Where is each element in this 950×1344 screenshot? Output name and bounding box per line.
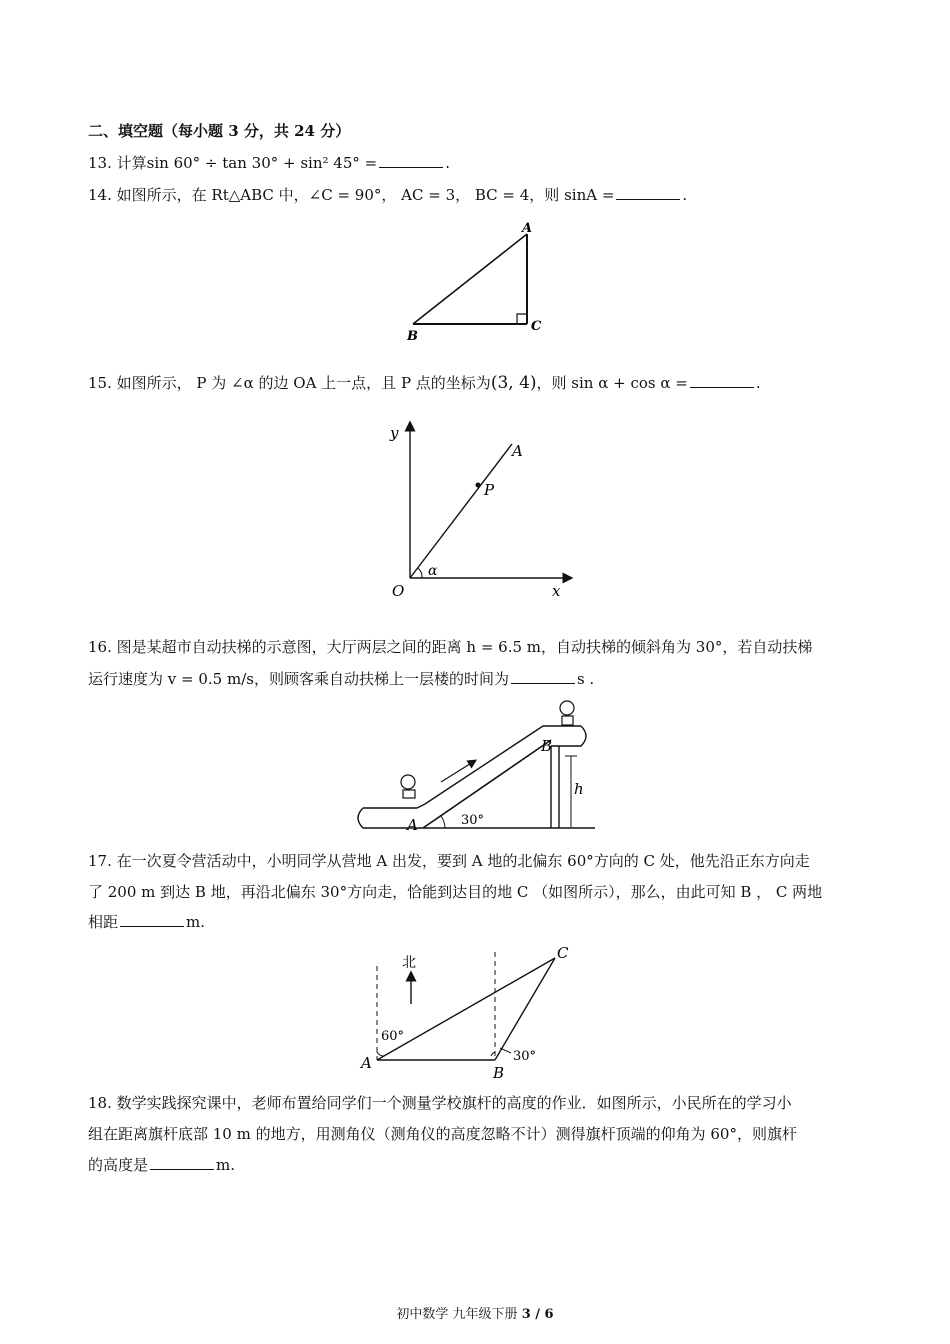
ray-oa bbox=[410, 444, 512, 578]
question-13: 13. 计算sin 60° ÷ tan 30° + sin² 45° = . bbox=[88, 154, 451, 172]
q16-answer-blank[interactable] bbox=[511, 669, 575, 684]
question-16-line-1 bbox=[88, 636, 812, 658]
question-17-line-1 bbox=[88, 850, 810, 872]
q15-number: 15. bbox=[88, 374, 112, 392]
angle-arc bbox=[441, 816, 445, 828]
q18-text-1: 数学实践探究课中，老师布置给同学们一个测量学校旗杆的高度的作业．如图所示，小民所在的学习小 bbox=[116, 1094, 792, 1112]
figure-15-coordinate-angle bbox=[380, 418, 580, 603]
q13-prefix: 计算 bbox=[116, 154, 147, 172]
question-15: 15. 如图所示， P 为 ∠α 的边 OA 上一点，且 P 点的坐标为(3, 4)，则 sin α + cos α = . bbox=[88, 373, 761, 393]
q13-expression: sin 60° ÷ tan 30° + sin² 45° = bbox=[146, 154, 378, 172]
label-a: A bbox=[512, 442, 523, 460]
q17-unit: m. bbox=[186, 913, 206, 931]
q17-text-3: 相距 bbox=[88, 913, 119, 931]
question-18-line-1 bbox=[88, 1092, 792, 1114]
label-x: x bbox=[552, 582, 561, 600]
q15-text-a: 如图所示， P 为 ∠α 的边 OA 上一点，且 P 点的坐标为 bbox=[116, 374, 491, 392]
figure-16-escalator bbox=[345, 700, 605, 835]
page-footer bbox=[0, 1303, 950, 1322]
q15-coordinate: (3, 4) bbox=[490, 373, 537, 393]
q18-text-2: 组在距离旗杆底部 10 m 的地方，用测角仪（测角仪的高度忽略不计）测得旗杆顶端的仰角为 60°，则旗杆 bbox=[88, 1125, 797, 1143]
segment-ac bbox=[377, 958, 555, 1060]
figure-14-triangle bbox=[395, 218, 555, 348]
q16-text-1: 图是某超市自动扶梯的示意图，大厅两层之间的距离 h = 6.5 m，自动扶梯的倾斜角为 30°，若自动扶梯 bbox=[116, 638, 813, 656]
lower-platform bbox=[358, 808, 435, 828]
question-14: 14. 如图所示，在 Rt△ABC 中，∠C = 90°， AC = 3， BC = 4，则 sinA = . bbox=[88, 186, 688, 204]
section-title: 二、填空题（每小题 3 分，共 24 分） bbox=[88, 122, 351, 140]
label-angle: 30° bbox=[461, 813, 485, 828]
q15-text-b: ，则 sin α + cos α = bbox=[536, 374, 688, 392]
person-lower bbox=[401, 775, 415, 789]
question-18-line-2 bbox=[88, 1123, 797, 1145]
question-17-line-2 bbox=[88, 881, 822, 903]
side-ab bbox=[413, 234, 527, 324]
q17-text-1: 在一次夏令营活动中，小明同学从营地 A 出发，要到 A 地的北偏东 60°方向的 C 处，他先沿正东方向走 bbox=[116, 852, 810, 870]
q17-number: 17. bbox=[88, 852, 112, 870]
segment-bc bbox=[495, 958, 555, 1060]
angle-arc bbox=[418, 568, 422, 578]
q18-number: 18. bbox=[88, 1094, 112, 1112]
q17-text-2: 了 200 m 到达 B 地，再沿北偏东 30°方向走，恰能到达目的地 C （如图所示），那么，由此可知 B ， C 两地 bbox=[88, 883, 823, 901]
person-upper bbox=[560, 701, 574, 715]
q13-answer-blank[interactable] bbox=[379, 153, 443, 168]
direction-arrow bbox=[441, 762, 473, 782]
q14-text: 如图所示，在 Rt△ABC 中，∠C = 90°， AC = 3， BC = 4，则 sinA = bbox=[116, 186, 615, 204]
q14-answer-blank[interactable] bbox=[616, 185, 680, 200]
label-b: B bbox=[407, 329, 418, 344]
label-c: C bbox=[557, 944, 569, 962]
q13-number: 13. bbox=[88, 154, 112, 172]
label-a: A bbox=[361, 1054, 372, 1072]
label-c: C bbox=[531, 319, 542, 334]
label-alpha: α bbox=[428, 563, 438, 579]
point-p bbox=[476, 483, 481, 488]
escalator-handrail bbox=[425, 726, 543, 804]
q17-answer-blank[interactable] bbox=[120, 912, 184, 927]
label-north: 北 bbox=[402, 955, 416, 971]
label-a: A bbox=[522, 221, 533, 236]
figure-17-navigation bbox=[355, 940, 585, 1085]
q16-unit: s . bbox=[576, 670, 595, 688]
label-a: A bbox=[407, 816, 418, 834]
upper-platform bbox=[551, 726, 586, 746]
escalator-slope bbox=[423, 740, 551, 828]
label-angle-30: 30° bbox=[513, 1049, 537, 1064]
q16-text-2: 运行速度为 v = 0.5 m/s，则顾客乘自动扶梯上一层楼的时间为 bbox=[88, 670, 509, 688]
label-b: B bbox=[493, 1064, 505, 1082]
question-17-line-3 bbox=[88, 911, 205, 933]
label-b: B bbox=[541, 737, 553, 755]
q15-answer-blank[interactable] bbox=[690, 373, 754, 388]
label-angle-60: 60° bbox=[381, 1029, 405, 1044]
q14-number: 14. bbox=[88, 186, 112, 204]
label-o: O bbox=[392, 582, 405, 600]
question-16-line-2 bbox=[88, 668, 594, 690]
label-h: h bbox=[574, 780, 584, 798]
right-angle-mark bbox=[517, 314, 527, 324]
q16-number: 16. bbox=[88, 638, 112, 656]
label-y: y bbox=[390, 424, 399, 442]
label-p: P bbox=[484, 481, 495, 499]
q18-text-3: 的高度是 bbox=[88, 1156, 149, 1174]
footer-text: 初中数学 九年级下册 bbox=[396, 1307, 518, 1322]
q18-unit: m. bbox=[216, 1156, 236, 1174]
page-number: 3 / 6 bbox=[521, 1307, 554, 1322]
question-18-line-3 bbox=[88, 1154, 235, 1176]
q18-answer-blank[interactable] bbox=[150, 1155, 214, 1170]
